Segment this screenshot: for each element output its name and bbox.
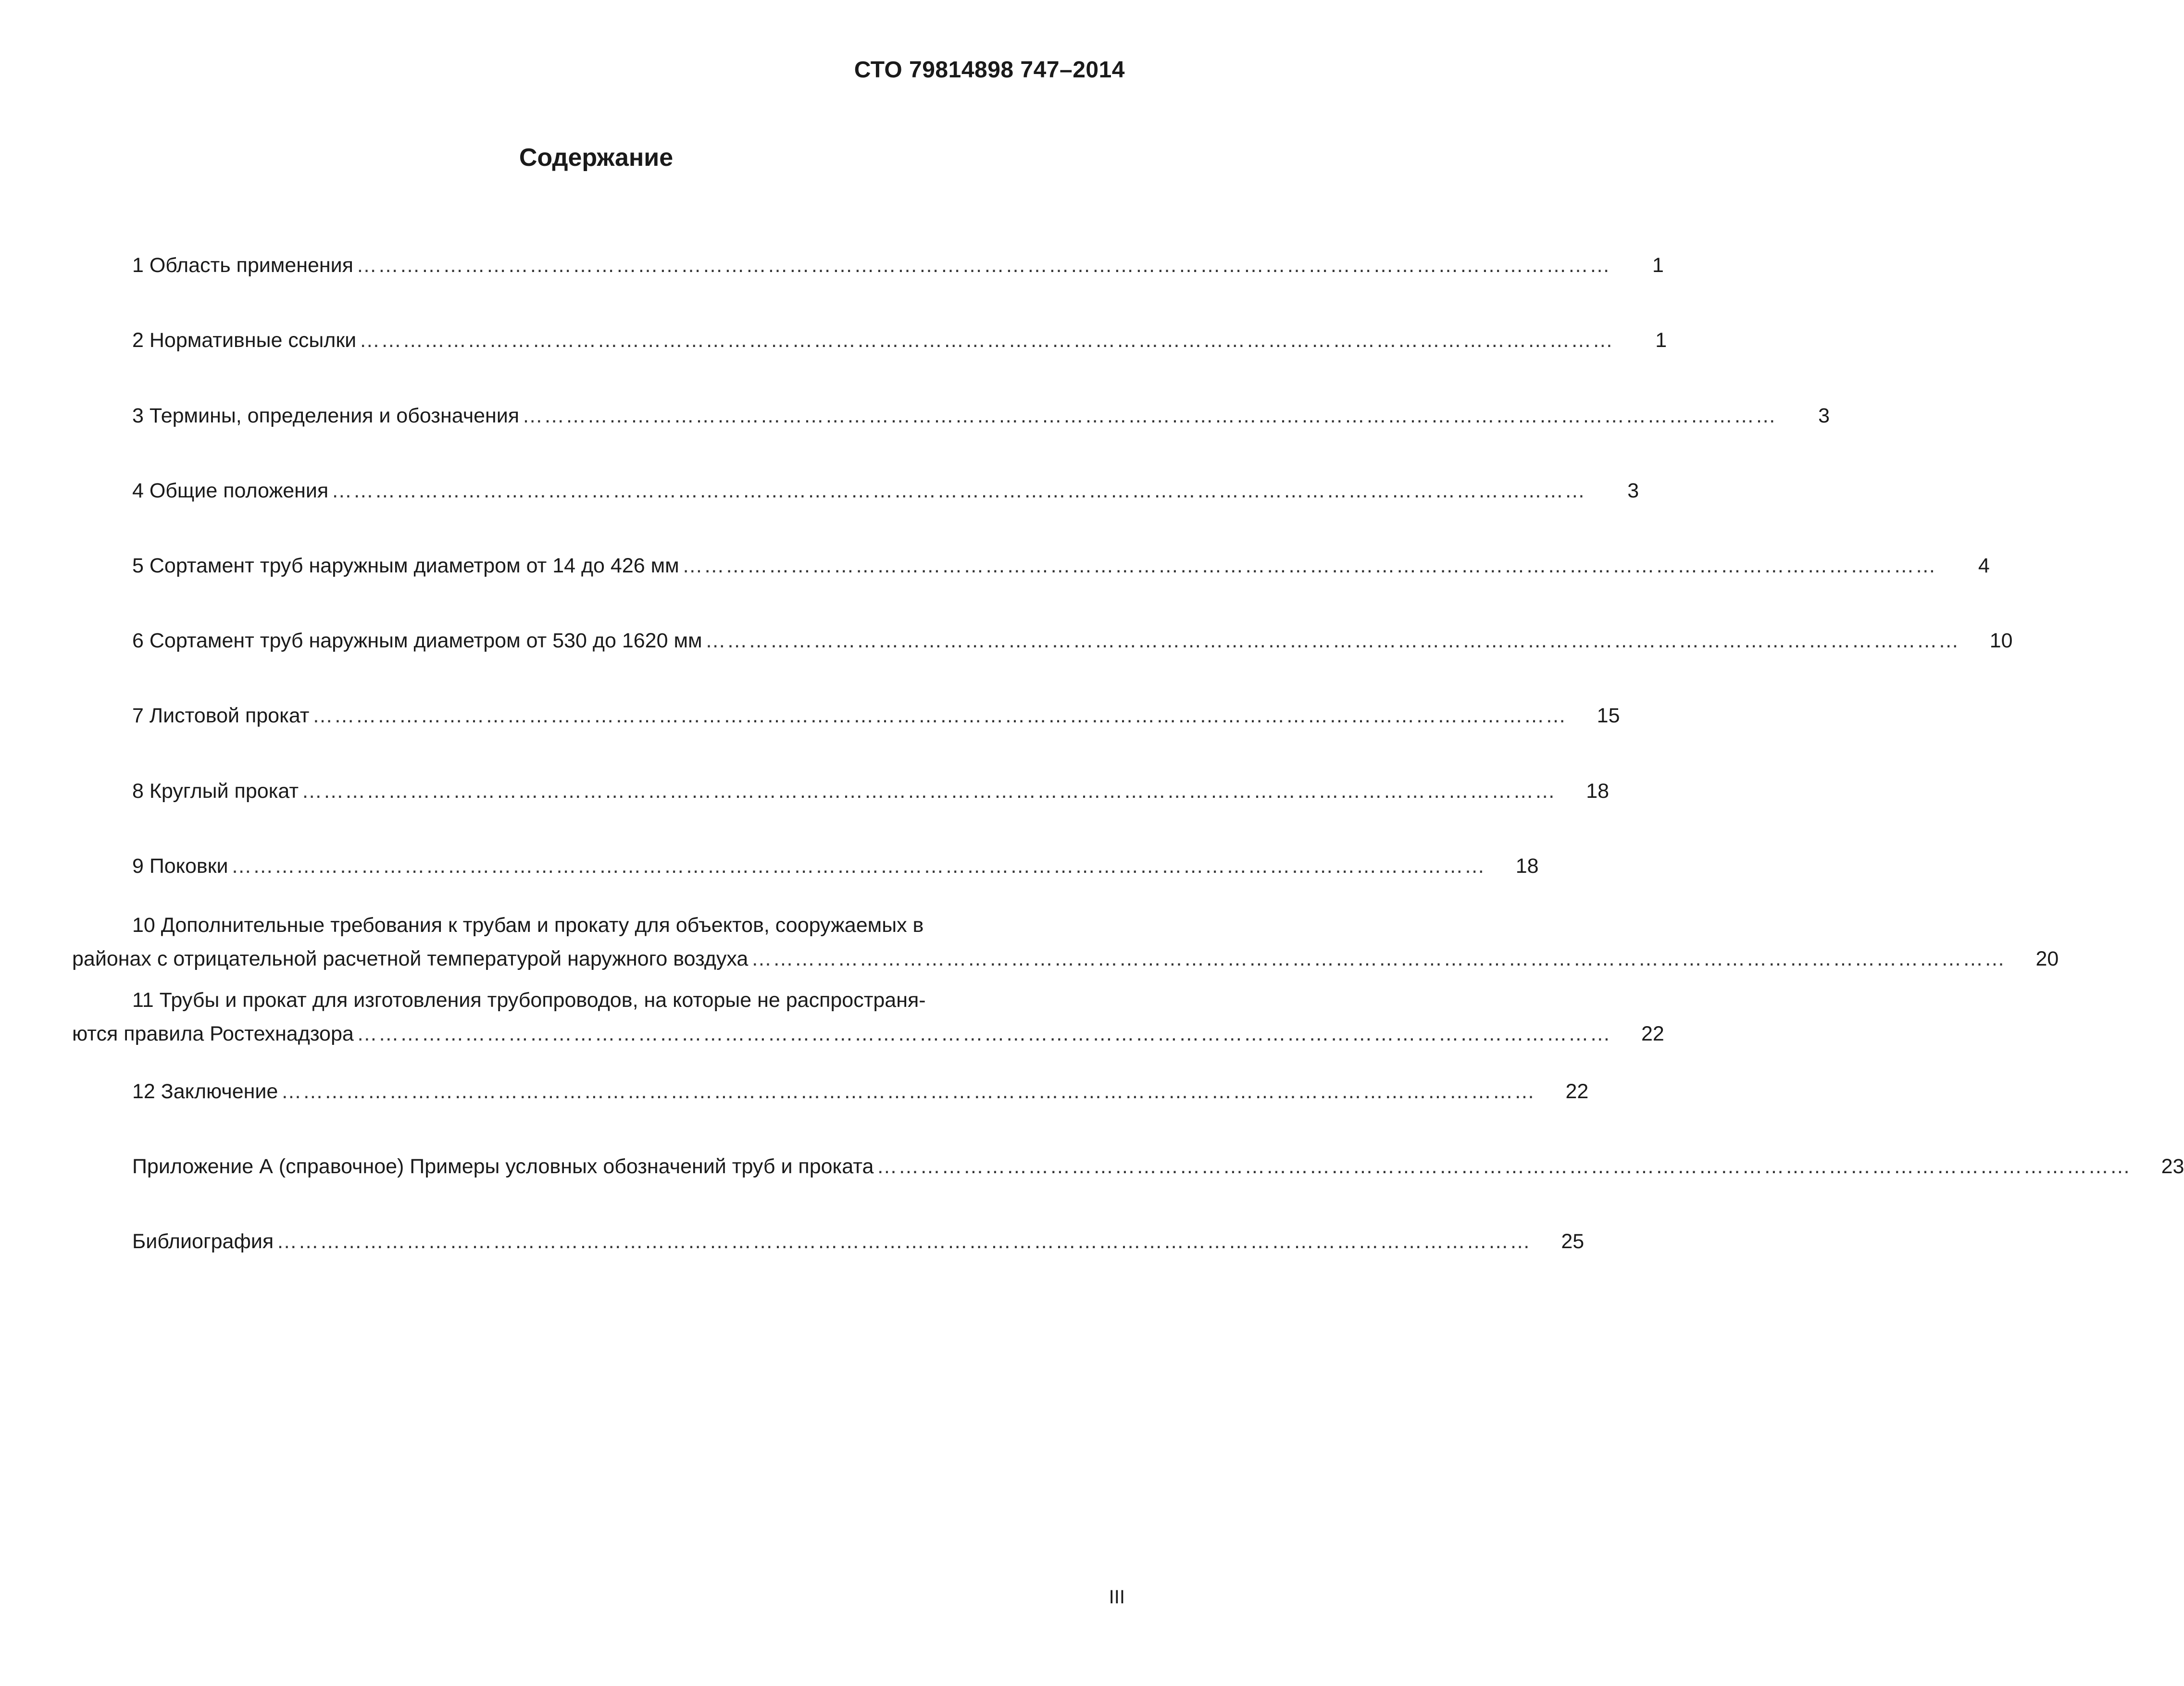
toc-entry [72,624,2013,657]
toc-entry-label-line1: 10 Дополнительные требования к трубам и прокату для объектов, сооружаемых в [132,914,924,937]
toc-entry-page: 23 [2161,1155,2184,1178]
toc-entry-page: 18 [1515,855,1539,878]
dot-leader: ………………………………………………………………………………………………………………………………………………………… [705,629,1960,652]
toc-entry [72,908,2059,976]
toc-entry-page: 25 [1561,1230,1585,1253]
dot-leader: ………………………………………………………………………………………………………………………………………………………… [281,1080,1536,1103]
toc-entry [72,248,1664,282]
toc-entry-page: 3 [1627,479,1639,502]
toc-entry [72,983,1664,1051]
toc-entry-label: 8 Круглый прокат [132,780,299,803]
toc-entry-page: 22 [1565,1080,1589,1103]
dot-leader: ………………………………………………………………………………………………………………………………………………………… [751,947,2006,970]
toc-entry [72,1225,1585,1258]
dot-leader: ………………………………………………………………………………………………………………………………………………………… [682,554,1937,577]
dot-leader: ………………………………………………………………………………………………………………………………………………………… [359,329,1614,352]
toc-entry-label: 5 Сортамент труб наружным диаметром от 14 до 426 мм [132,554,679,577]
toc-entry-page: 1 [1652,254,1664,277]
toc-entry-label-line2: ются правила Ростехнадзора [72,1022,354,1045]
toc-entry-page: 22 [1641,1022,1664,1045]
toc-entry [72,474,1639,508]
toc-entry-page: 18 [1586,780,1610,803]
dot-leader: ………………………………………………………………………………………………………………………………………………………… [876,1155,2132,1178]
toc-entry [72,399,1830,433]
document-code: СТО 79814898 747–2014 [854,57,1125,83]
toc-entry [72,774,1610,808]
toc-entry-page: 3 [1818,404,1830,427]
dot-leader: ………………………………………………………………………………………………………………………………………………………… [301,780,1557,803]
toc-entry-label: 12 Заключение [132,1080,278,1103]
toc-entry-page: 20 [2035,947,2059,970]
toc-entry-label-line1: 11 Трубы и прокат для изготовления трубопроводов, на которые не распространя- [132,989,926,1012]
dot-leader: ………………………………………………………………………………………………………………………………………………………… [231,855,1486,878]
dot-leader: ………………………………………………………………………………………………………………………………………………………… [312,704,1567,727]
toc-entry-label: 4 Общие положения [132,479,329,502]
toc-entry [72,549,1990,583]
toc-entry-page: 10 [1989,629,2013,652]
toc-entry-label: 6 Сортамент труб наружным диаметром от 530 до 1620 мм [132,629,702,652]
toc-entry-label: 7 Листовой прокат [132,704,310,727]
toc-entry-page: 4 [1978,554,1990,577]
toc-entry-label: Приложение А (справочное) Примеры условных обозначений труб и проката [132,1155,874,1178]
dot-leader: ………………………………………………………………………………………………………………………………………………………… [356,1022,1611,1045]
toc-entry-label: Библиография [132,1230,274,1253]
dot-leader: ………………………………………………………………………………………………………………………………………………………… [522,404,1777,427]
toc-entry [72,699,1620,732]
page-number: III [1109,1587,1125,1608]
dot-leader: ………………………………………………………………………………………………………………………………………………………… [331,479,1586,502]
toc-entry-label: 3 Термины, определения и обозначения [132,404,520,427]
dot-leader: ………………………………………………………………………………………………………………………………………………………… [356,254,1611,277]
toc-entry [72,1075,1589,1108]
page-title: Содержание [519,144,674,172]
toc-entry-page: 15 [1597,704,1620,727]
toc-entry [72,849,1539,883]
toc-entry [72,323,1667,357]
toc-entry-label: 1 Область применения [132,254,353,277]
toc-entry [72,1150,2184,1183]
toc-entry-page: 1 [1655,329,1667,352]
toc-entry-label: 9 Поковки [132,855,228,878]
toc-entry-label-line2: районах с отрицательной расчетной температурой наружного воздуха [72,947,749,970]
dot-leader: ………………………………………………………………………………………………………………………………………………………… [276,1230,1532,1253]
toc-entry-label: 2 Нормативные ссылки [132,329,357,352]
